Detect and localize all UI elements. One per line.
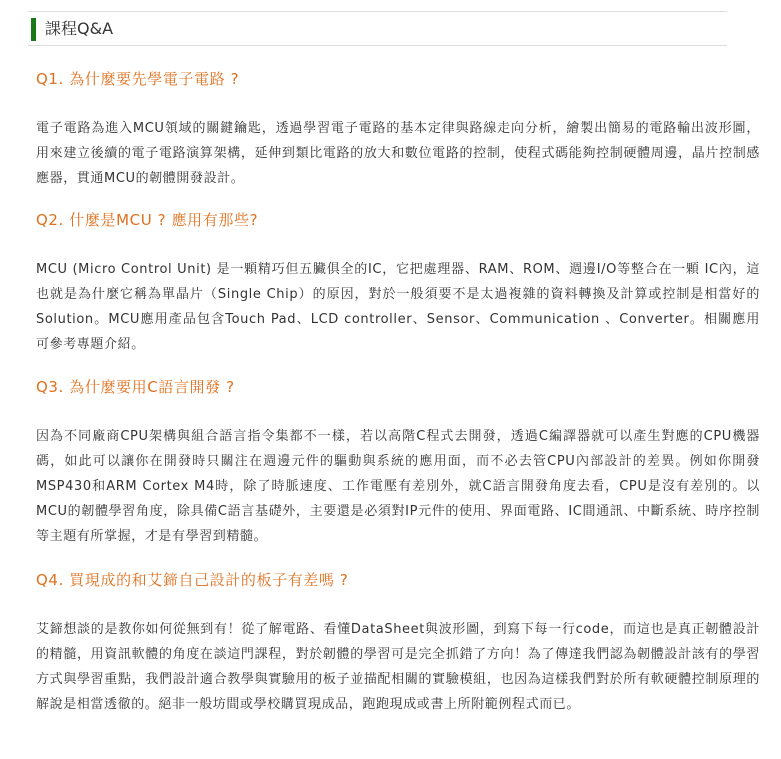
question-4-heading: Q4. 買現成的和艾鍗自己設計的板子有差嗎 ? <box>36 571 349 589</box>
answer-1-text: 電子電路為進入MCU領域的關鍵鑰匙，透過學習電子電路的基本定律與路線走向分析，繪製出簡易的電路輸出波形圖，用來建立後續的電子電路演算架構，延伸到類比電路的放大和數位電路的控制，使程式碼能夠控制硬體周邊，晶片控制感應器，貫通MCU的韌體開發設計。 <box>36 121 760 186</box>
qa-item-1 <box>36 69 760 191</box>
qa-item-4 <box>36 570 760 717</box>
question-3-heading: Q3. 為什麼要用C語言開發 ? <box>36 378 235 396</box>
answer-3-text: 因為不同廠商CPU架構與組合語言指令集都不一樣，若以高階C程式去開發，透過C編譯器就可以產生對應的CPU機器碼，如此可以讓你在開發時只關注在週邊元件的驅動與系統的應用面，而不必去管CPU內部設計的差異。例如你開發MSP430和ARM Cortex M4時，除了時脈速度、工作電壓有差別外，就C語言開發角度去看，CPU是沒有差別的。以MCU的韌體學習角度，除具備C語言基礎外，主要還是必須對IP元件的使用、界面電路、IC間通訊、中斷系統、時序控制等主題有所掌握，才是有學習到精髓。 <box>36 429 760 544</box>
section-title: 課程Q&A <box>45 19 114 38</box>
header-accent-bar <box>31 18 36 41</box>
answer-4-text: 艾鍗想談的是教你如何從無到有！從了解電路、看懂DataSheet與波形圖，到寫下每一行code，而這也是真正韌體設計的精髓，用資訊軟體的角度在談這門課程，對於韌體的學習可是完全抓錯了方向！為了傳達我們認為韌體設計該有的學習方式與學習重點，我們設計適合教學與實驗用的板子並描配相關的實驗模組，也因為這樣我們對於所有軟硬體控制原理的解說是相當透徹的。絕非一般坊間或學校購買現成品，跑跑現成或書上所附範例程式而已。 <box>36 622 760 712</box>
answer-2-text: MCU (Micro Control Unit) 是一顆精巧但五臟俱全的IC，它把處理器、RAM、ROM、週邊I/O等整合在一顆 IC內，這也就是為什麼它稱為單晶片（Single Chip）的原因，對於一般須要不是太過複雜的資料轉換及計算或控制是相當好的Solution。MCU應用產品包含Touch Pad、LCD controller、Sensor、Communication 、Converter。相關應用可參考專題介紹。 <box>36 262 760 352</box>
question-2-heading: Q2. 什麼是MCU ? 應用有那些? <box>36 211 259 229</box>
qa-item-3 <box>36 377 760 549</box>
section-header <box>28 11 727 46</box>
qa-item-2 <box>36 210 760 357</box>
question-1-heading: Q1. 為什麼要先學電子電路 ? <box>36 70 240 88</box>
